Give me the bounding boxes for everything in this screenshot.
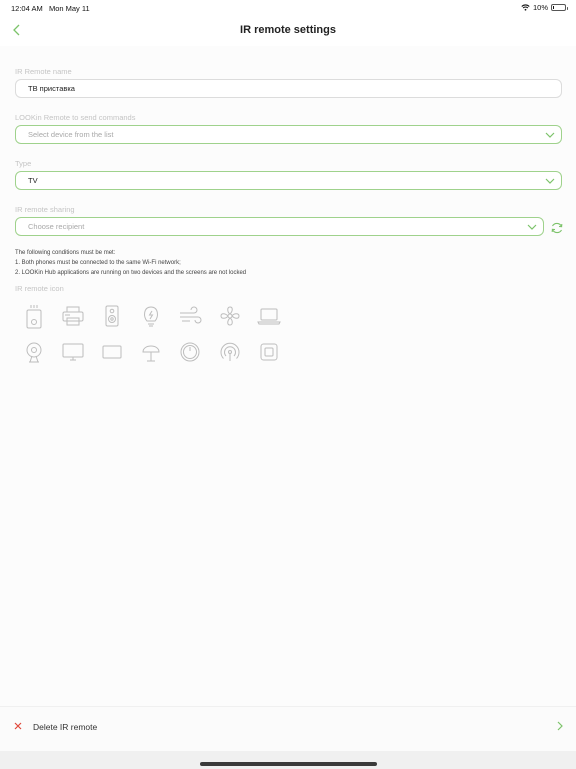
conditions-heading: The following conditions must be met: <box>15 250 116 256</box>
broadcast-icon <box>219 341 241 363</box>
light-bulb-option[interactable] <box>137 302 165 330</box>
remote-name-field[interactable] <box>15 79 562 98</box>
status-bar <box>0 0 576 16</box>
printer-option[interactable] <box>59 302 87 330</box>
fan-option[interactable] <box>216 302 244 330</box>
delete-remote-label: Delete IR remote <box>33 722 98 732</box>
home-indicator[interactable] <box>200 762 377 766</box>
power-button-option[interactable] <box>176 338 204 366</box>
condition-2: 2. LOOKin Hub applications are running on two devices and the screens are not locked <box>15 270 247 276</box>
delete-remote-button[interactable] <box>0 718 576 736</box>
heater-icon <box>24 303 44 329</box>
settings-form <box>0 46 576 706</box>
speaker-icon <box>103 304 121 328</box>
recipient-placeholder: Choose recipient <box>28 222 85 231</box>
sharing-label: IR remote sharing <box>15 205 75 214</box>
page-title: IR remote settings <box>240 24 336 36</box>
chevron-down-icon <box>545 177 555 185</box>
battery-level <box>553 6 554 9</box>
battery-icon <box>551 4 566 11</box>
broadcast-option[interactable] <box>216 338 244 366</box>
square-button-icon <box>259 342 279 362</box>
status-indicators <box>521 3 566 12</box>
chevron-right-icon <box>556 720 564 732</box>
lamp-option[interactable] <box>137 338 165 366</box>
type-value: TV <box>28 176 38 185</box>
fan-icon <box>219 305 241 327</box>
printer-icon <box>61 305 85 327</box>
bottom-strip <box>0 751 576 769</box>
wind-icon <box>178 306 202 326</box>
recipient-select[interactable] <box>15 217 544 236</box>
sharing-conditions <box>15 248 246 278</box>
chevron-down-icon <box>545 131 555 139</box>
lamp-icon <box>140 340 162 364</box>
status-time: 12:04 AM Mon May 11 <box>11 4 90 13</box>
battery-percent: 10% <box>532 3 548 12</box>
nav-bar <box>0 16 576 47</box>
tv-box-icon <box>101 342 123 362</box>
refresh-icon[interactable] <box>550 221 564 235</box>
condition-1: 1. Both phones must be connected to the same Wi-Fi network; <box>15 260 181 266</box>
monitor-icon <box>61 341 85 363</box>
type-select[interactable] <box>15 171 562 190</box>
remote-name-label: IR Remote name <box>15 67 72 76</box>
remote-name-value: ТВ приставка <box>28 84 75 93</box>
remote-device-select[interactable] <box>15 125 562 144</box>
laptop-option[interactable] <box>255 302 283 330</box>
type-label: Type <box>15 159 32 168</box>
power-button-icon <box>179 341 201 363</box>
webcam-icon <box>24 340 44 364</box>
footer <box>0 706 576 769</box>
icon-picker-label: IR remote icon <box>15 284 64 293</box>
remote-device-placeholder: Select device from the list <box>28 130 114 139</box>
square-button-option[interactable] <box>255 338 283 366</box>
heater-option[interactable] <box>20 302 48 330</box>
speaker-option[interactable] <box>98 302 126 330</box>
close-icon <box>12 720 24 732</box>
wind-option[interactable] <box>176 302 204 330</box>
light-bulb-icon <box>141 304 161 328</box>
webcam-option[interactable] <box>20 338 48 366</box>
wifi-icon <box>521 4 530 11</box>
remote-device-label: LOOKin Remote to send commands <box>15 113 136 122</box>
monitor-option[interactable] <box>59 338 87 366</box>
laptop-icon <box>257 307 281 325</box>
tv-box-option[interactable] <box>98 338 126 366</box>
chevron-down-icon <box>527 223 537 231</box>
